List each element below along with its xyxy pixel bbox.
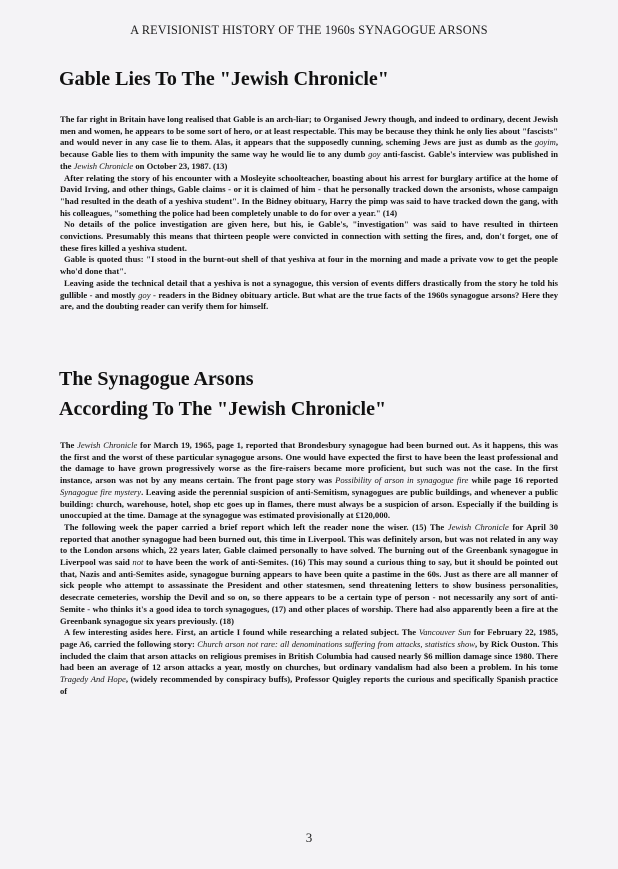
- section2-body: [60, 440, 558, 697]
- section2-paragraph-2: The following week the paper carried a brief report which left the reader none the wiser. (15) The Jewish Chronicle for April 30 reported that another synagogue had been burned out, this time in Liverpool. This was definitely arson, but was not related in any way to the London arsons which, 22 years later, Gable claimed personally to have solved. The burning out of the Greenbank synagogue in Liverpool was said not to have been the work of anti-Semites. (16) This may sound a curious thing to say, but it should be pointed out that, Nazis and anti-Semites aside, synagogue burning appears to have been quite a pastime in the 60s. Just as there are all manner of sick people who attempt to assassinate the President and other statesmen, send threatening letters to show business personalities, desecrate cemeteries, worship the Devil and so on, so there appears to be a certain type of person - not necessarily any sort of anti-Semite - who thinks it's a good idea to torch synagogues, (17) and other places of worship. There had also apparently been a fire at the Greenbank synagogue six years previously. (18): [60, 521, 558, 626]
- page-number: 3: [305, 830, 313, 845]
- section1-paragraph-3: No details of the police investigation are given here, but his, ie Gable's, "investigation" was said to have resulted in thirteen convictions. Presumably this means that thirteen people were convicted in connection with setting the fires, and, don't forget, one of these fires killed a yeshiva student.: [60, 219, 558, 253]
- running-head: A REVISIONIST HISTORY OF THE 1960s SYNAGOGUE ARSONS: [130, 23, 488, 37]
- section-heading-synagogue-arsons: The Synagogue Arsons: [59, 368, 254, 390]
- section1-paragraph-1: The far right in Britain have long realised that Gable is an arch-liar; to Organised Jewry though, and indeed to ordinary, decent Jewish men and women, he appears to be some sort of hero, or at least respectable. This may be because they think he only lies about "fascists" and would never in any case lie to them. Alas, it appears that the supposedly cunning, scheming Jews are just as dumb as the goyim, because Gable lies to them with impunity the same way he would lie to any dumb goy anti-fascist. Gable's interview was published in the Jewish Chronicle on October 23, 1987. (13): [60, 114, 558, 171]
- section2-paragraph-3: A few interesting asides here. First, an article I found while researching a related subject. The Vancouver Sun for February 22, 1985, page A6, carried the following story: Church arson not rare: all denominations suffering from attacks, statistics show, by Rick Ouston. This included the claim that arson attacks on religious premises in British Columbia had caused nearly $6 million damage since 1980. There had been an average of 12 arson attacks a year, mostly on churches, but ordinary vandalism had also been a problem. In his tome Tragedy And Hope, (widely recommended by conspiracy buffs), Professor Quigley reports the curious and specifically Spanish practice of: [60, 627, 558, 696]
- section1-paragraph-4: Gable is quoted thus: "I stood in the burnt-out shell of that yeshiva at four in the morning and made a private vow to get the people who'd done that".: [60, 254, 558, 277]
- section1-paragraph-2: After relating the story of his encounter with a Mosleyite schoolteacher, boasting about his arrest for burglary artifice at the home of David Irving, and other things, Gable claims - or it is claimed of him - that he personally tracked down the arsonists, whose campaign "had resulted in the death of a yeshiva student". In the Bidney obituary, Harry the pimp was said to have tracked down the gang, with his colleagues, "something the police had been completely unable to do for over a year." (14): [60, 172, 558, 218]
- section2-paragraph-1: The Jewish Chronicle for March 19, 1965, page 1, reported that Brondesbury synagogue had been burned out. As it happens, this was the first and the worst of these particular synagogue arsons. One would have expected the first to have been the least professional and the damage to have grown progressively worse as the fire-raisers became more proficient, but such was not the case. In the first instance, arson was not by any means certain. The front page story was Possibility of arson in synagogue fire while page 16 reported Synagogue fire mystery. Leaving aside the perennial suspicion of anti-Semitism, synagogues are public buildings, and whenever a public building: church, warehouse, hotel, shop etc goes up in flames, there must always be a suspicion of arson. Especially if the building is unoccupied at the time. Damage at the synagogue was estimated provisionally at £120,000.: [60, 440, 558, 521]
- section-heading-gable-lies: Gable Lies To The "Jewish Chronicle": [59, 68, 389, 90]
- section1-body: [60, 114, 558, 313]
- section-heading-according-to-jc: According To The "Jewish Chronicle": [59, 398, 387, 420]
- section1-paragraph-5: Leaving aside the technical detail that a yeshiva is not a synagogue, this version of events differs drastically from the story he told his gullible - and mostly goy - readers in the Bidney obituary article. But what are the true facts of the 1960s synagogue arsons? Here they are, and the doubting reader can verify them for himself.: [60, 277, 558, 312]
